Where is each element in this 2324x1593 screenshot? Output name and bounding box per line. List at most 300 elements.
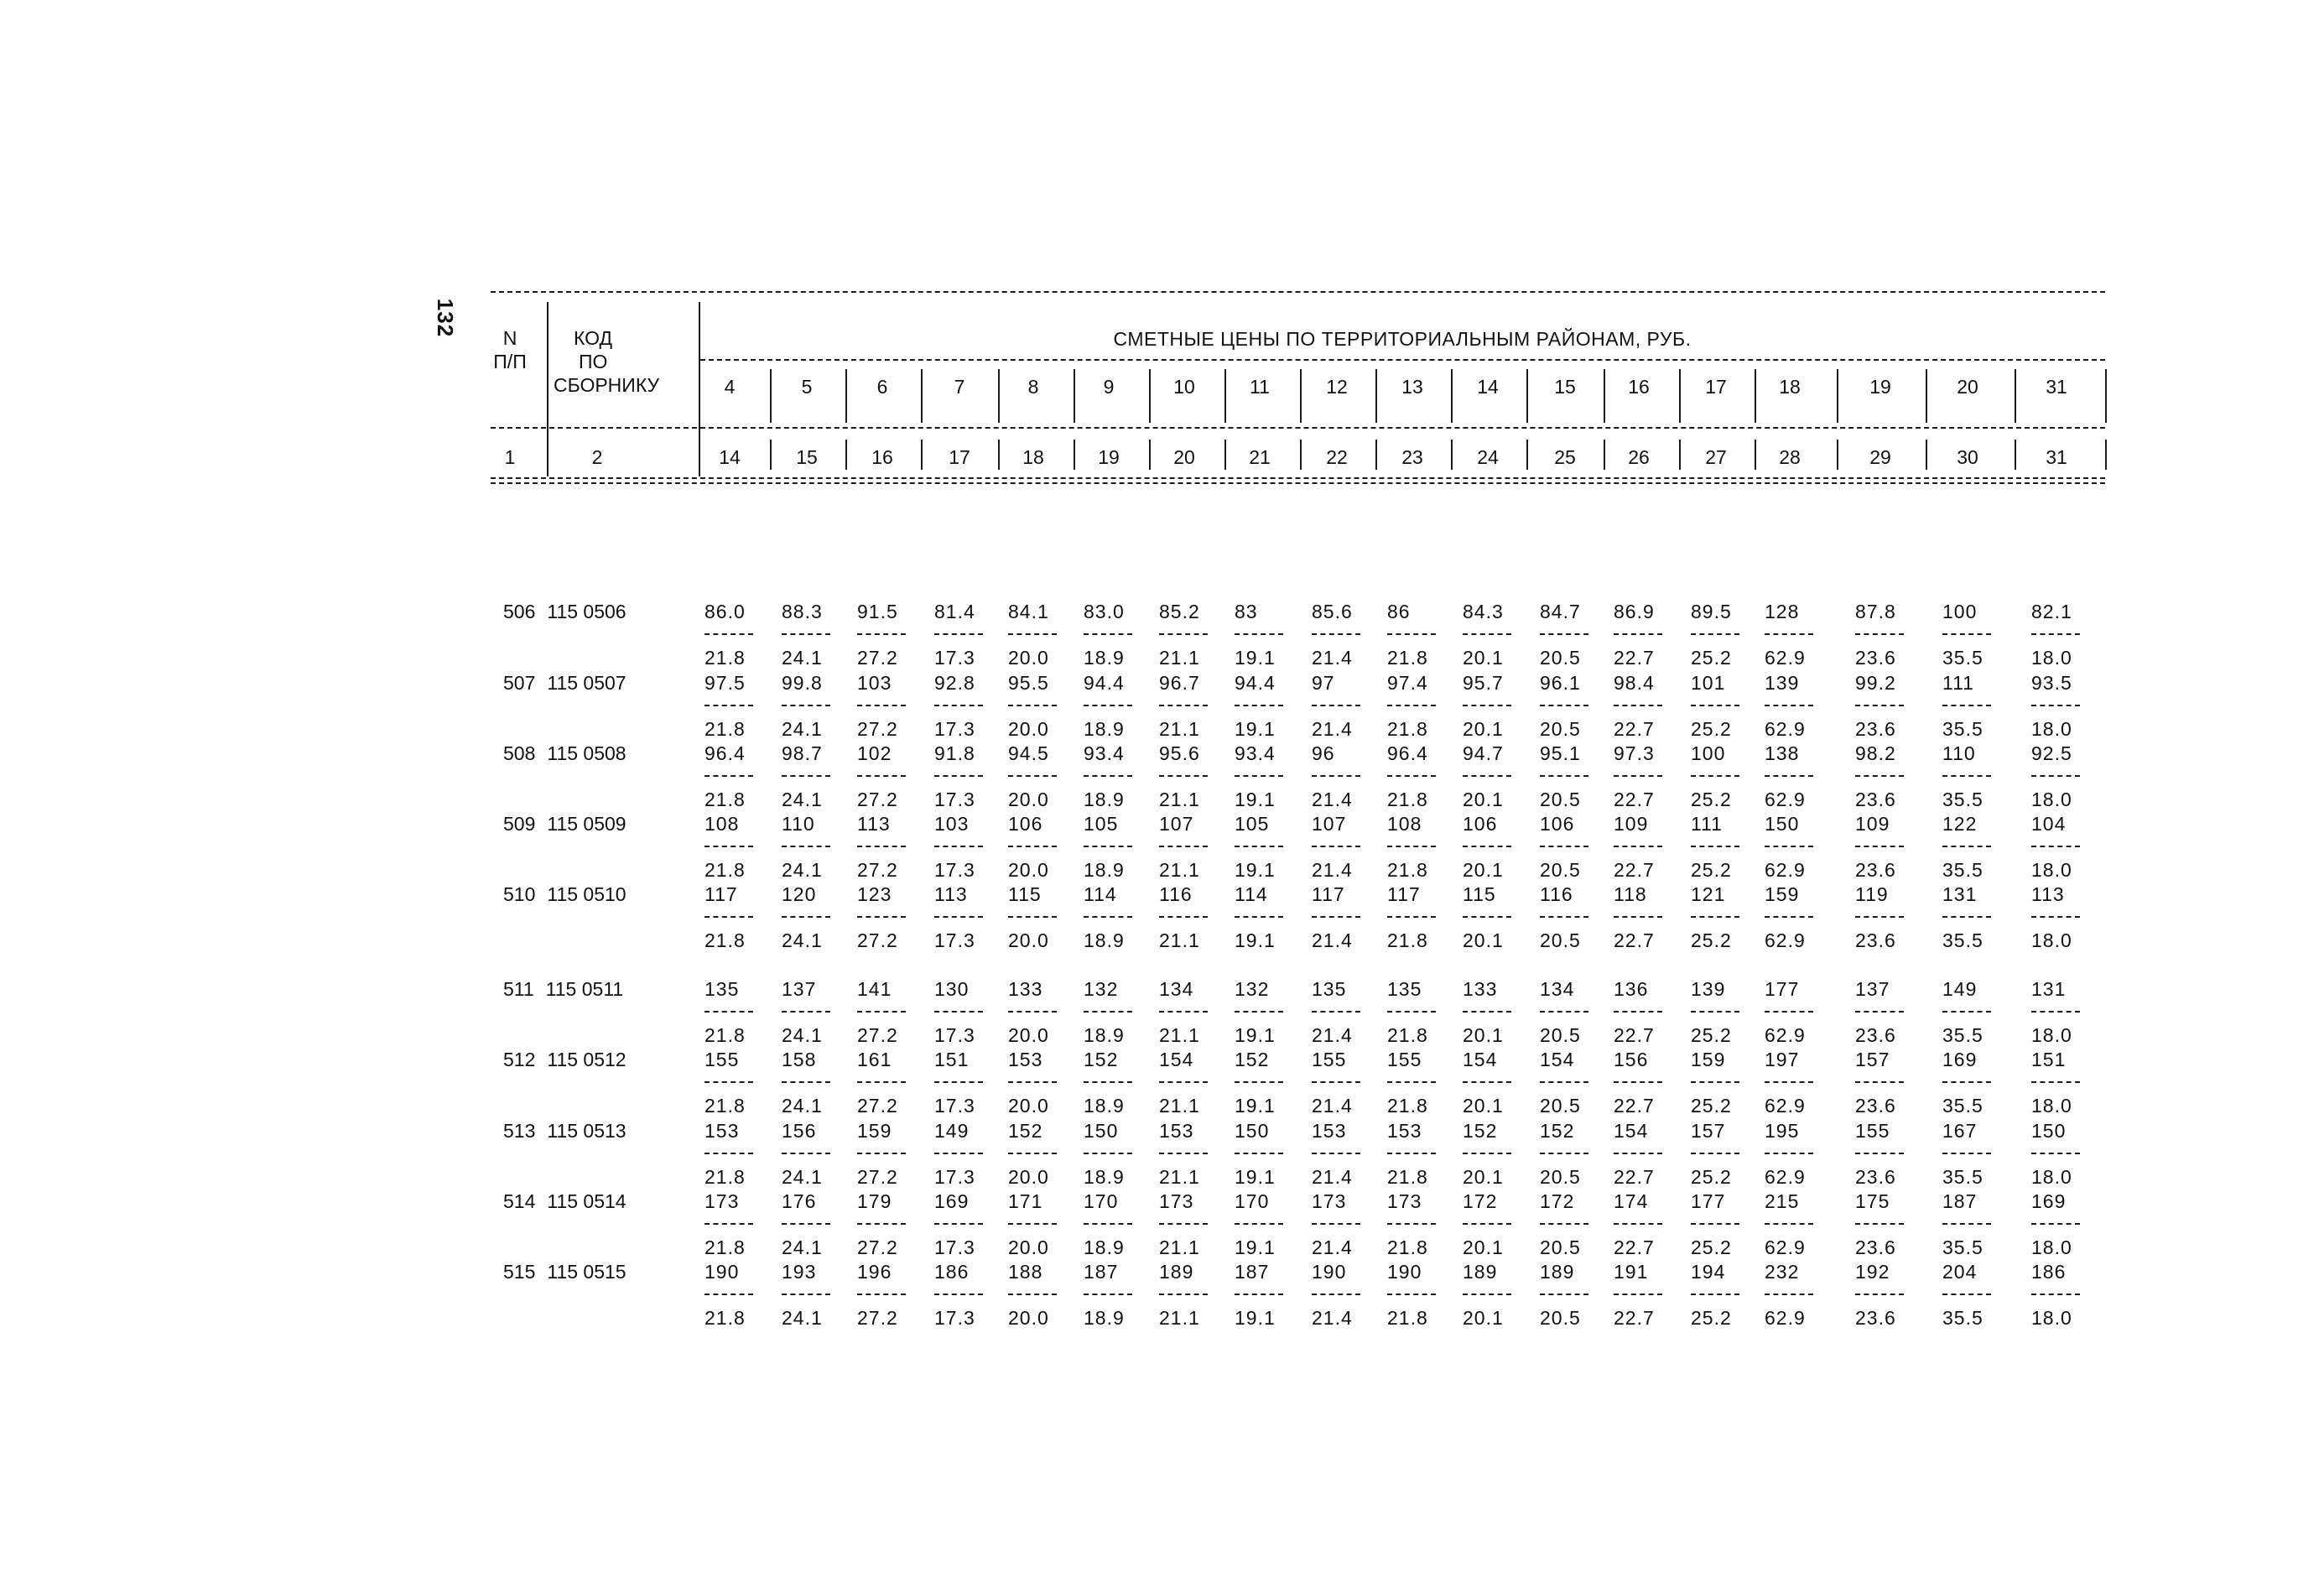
price-value: 174 xyxy=(1614,1190,1649,1212)
wage-value: 62.9 xyxy=(1765,789,1806,810)
price-value: 177 xyxy=(1765,978,1800,1000)
price-value: 100 xyxy=(1942,601,1978,622)
wage-value: 17.3 xyxy=(934,1236,975,1258)
wage-value: 21.8 xyxy=(704,1166,746,1188)
price-value: 152 xyxy=(1463,1120,1498,1142)
wage-value: 24.1 xyxy=(782,1095,823,1117)
price-value: 91.8 xyxy=(934,742,975,764)
header-separator xyxy=(699,302,700,476)
price-value: 155 xyxy=(1312,1049,1347,1070)
fraction-rule xyxy=(1008,633,1057,635)
price-value: 169 xyxy=(1942,1049,1978,1070)
header-bottom-rule-1 xyxy=(491,477,2105,479)
row-number: 514 xyxy=(503,1190,536,1212)
wage-value: 27.2 xyxy=(857,1236,898,1258)
price-value: 189 xyxy=(1540,1261,1575,1283)
price-value: 139 xyxy=(1691,978,1726,1000)
fraction-rule xyxy=(1691,633,1739,635)
price-value: 97.3 xyxy=(1614,742,1655,764)
fraction-rule xyxy=(2031,775,2080,777)
price-value: 173 xyxy=(1312,1190,1347,1212)
wage-value: 21.1 xyxy=(1159,929,1200,951)
price-value: 188 xyxy=(1008,1261,1043,1283)
header-code-3: СБОРНИКУ xyxy=(554,374,660,396)
fraction-rule xyxy=(1691,1011,1739,1013)
fraction-rule xyxy=(1008,1011,1057,1013)
fraction-rule xyxy=(1942,916,1991,918)
fraction-rule xyxy=(1614,775,1662,777)
wage-value: 20.0 xyxy=(1008,1307,1049,1329)
fraction-rule xyxy=(1765,705,1813,706)
price-value: 204 xyxy=(1942,1261,1978,1283)
wage-value: 21.1 xyxy=(1159,1307,1200,1329)
wage-value: 18.0 xyxy=(2031,647,2072,669)
fraction-rule xyxy=(1942,1011,1991,1013)
wage-value: 21.4 xyxy=(1312,718,1353,740)
header-separator xyxy=(1375,401,1377,423)
wage-value: 18.9 xyxy=(1084,718,1125,740)
table-title: СМЕТНЫЕ ЦЕНЫ ПО ТЕРРИТОРИАЛЬНЫМ РАЙОНАМ, РУБ. xyxy=(1113,328,1692,350)
fraction-rule xyxy=(1084,1153,1132,1154)
header-separator xyxy=(1074,440,1075,470)
wage-value: 35.5 xyxy=(1942,647,1983,669)
price-value: 190 xyxy=(1312,1261,1347,1283)
header-separator xyxy=(998,369,1000,403)
wage-value: 20.1 xyxy=(1463,1024,1504,1046)
fraction-rule xyxy=(1942,1153,1991,1154)
fraction-rule xyxy=(1540,633,1588,635)
fraction-rule xyxy=(782,1223,830,1225)
wage-value: 21.8 xyxy=(1387,647,1428,669)
price-value: 83.0 xyxy=(1084,601,1125,622)
fraction-rule xyxy=(857,846,906,847)
wage-value: 18.9 xyxy=(1084,1166,1125,1188)
header-separator xyxy=(2015,401,2016,423)
price-value: 98.2 xyxy=(1855,742,1896,764)
fraction-rule xyxy=(1691,775,1739,777)
price-value: 108 xyxy=(1387,813,1422,835)
price-value: 85.2 xyxy=(1159,601,1200,622)
fraction-rule xyxy=(782,1294,830,1295)
wage-value: 24.1 xyxy=(782,789,823,810)
wage-value: 23.6 xyxy=(1855,647,1896,669)
fraction-rule xyxy=(1765,775,1813,777)
row-number: 515 xyxy=(503,1261,536,1283)
colnum-label: 20 xyxy=(1173,446,1195,468)
row-code: 115 0509 xyxy=(547,813,626,835)
header-separator xyxy=(1375,440,1377,470)
wage-value: 19.1 xyxy=(1235,647,1276,669)
wage-value: 20.5 xyxy=(1540,1095,1581,1117)
header-separator xyxy=(921,369,923,403)
header-bottom-rule-2 xyxy=(491,482,2105,484)
fraction-rule xyxy=(1540,705,1588,706)
header-separator xyxy=(1837,369,1838,403)
price-value: 108 xyxy=(704,813,740,835)
price-value: 173 xyxy=(704,1190,740,1212)
fraction-rule xyxy=(934,1223,983,1225)
price-value: 96.7 xyxy=(1159,672,1200,694)
price-value: 158 xyxy=(782,1049,817,1070)
fraction-rule xyxy=(1387,1223,1436,1225)
wage-value: 27.2 xyxy=(857,1307,898,1329)
header-separator xyxy=(1074,369,1075,403)
wage-value: 23.6 xyxy=(1855,1307,1896,1329)
wage-value: 20.0 xyxy=(1008,1166,1049,1188)
header-separator xyxy=(1926,401,1927,423)
fraction-rule xyxy=(1159,1223,1208,1225)
fraction-rule xyxy=(704,916,753,918)
header-separator xyxy=(921,440,923,470)
wage-value: 18.0 xyxy=(2031,718,2072,740)
fraction-rule xyxy=(1540,1294,1588,1295)
price-value: 171 xyxy=(1008,1190,1043,1212)
header-sub-rule xyxy=(491,427,2105,429)
wage-value: 19.1 xyxy=(1235,718,1276,740)
fraction-rule xyxy=(1387,775,1436,777)
header-separator xyxy=(998,401,1000,423)
price-value: 172 xyxy=(1540,1190,1575,1212)
fraction-rule xyxy=(704,633,753,635)
wage-value: 20.0 xyxy=(1008,1236,1049,1258)
fraction-rule xyxy=(1765,1153,1813,1154)
price-value: 137 xyxy=(1855,978,1890,1000)
price-value: 105 xyxy=(1235,813,1270,835)
header-separator xyxy=(770,401,772,423)
wage-value: 21.1 xyxy=(1159,1236,1200,1258)
price-value: 157 xyxy=(1691,1120,1726,1142)
wage-value: 20.0 xyxy=(1008,929,1049,951)
fraction-rule xyxy=(857,1081,906,1083)
wage-value: 20.1 xyxy=(1463,859,1504,881)
fraction-rule xyxy=(2031,1153,2080,1154)
wage-value: 21.8 xyxy=(704,1024,746,1046)
district-label: 7 xyxy=(954,376,965,398)
wage-value: 20.0 xyxy=(1008,1095,1049,1117)
row-code: 115 0506 xyxy=(547,601,626,622)
price-value: 170 xyxy=(1084,1190,1119,1212)
wage-value: 21.8 xyxy=(704,647,746,669)
price-value: 150 xyxy=(1765,813,1800,835)
fraction-rule xyxy=(2031,705,2080,706)
fraction-rule xyxy=(782,1011,830,1013)
fraction-rule xyxy=(1235,846,1283,847)
row-label xyxy=(503,674,626,693)
fraction-rule xyxy=(1855,1153,1904,1154)
wage-value: 21.4 xyxy=(1312,1166,1353,1188)
price-value: 135 xyxy=(1387,978,1422,1000)
wage-value: 21.4 xyxy=(1312,1236,1353,1258)
header-separator xyxy=(1526,440,1528,470)
fraction-rule xyxy=(1235,1223,1283,1225)
wage-value: 20.1 xyxy=(1463,1307,1504,1329)
fraction-rule xyxy=(1312,846,1360,847)
fraction-rule xyxy=(1084,705,1132,706)
price-value: 134 xyxy=(1540,978,1575,1000)
wage-value: 27.2 xyxy=(857,1095,898,1117)
price-value: 132 xyxy=(1084,978,1119,1000)
fraction-rule xyxy=(857,1294,906,1295)
price-value: 96.4 xyxy=(1387,742,1428,764)
district-label: 18 xyxy=(1779,376,1801,398)
wage-value: 20.0 xyxy=(1008,718,1049,740)
fraction-rule xyxy=(1387,1153,1436,1154)
fraction-rule xyxy=(704,1011,753,1013)
district-label: 31 xyxy=(2046,376,2067,398)
header-separator xyxy=(1300,401,1302,423)
wage-value: 18.0 xyxy=(2031,1024,2072,1046)
fraction-rule xyxy=(934,775,983,777)
price-value: 190 xyxy=(1387,1261,1422,1283)
fraction-rule xyxy=(1008,1294,1057,1295)
fraction-rule xyxy=(782,633,830,635)
price-value: 154 xyxy=(1614,1120,1649,1142)
price-value: 93.4 xyxy=(1084,742,1125,764)
row-number: 507 xyxy=(503,672,536,694)
district-label: 11 xyxy=(1250,376,1270,398)
fraction-rule xyxy=(1540,846,1588,847)
wage-value: 35.5 xyxy=(1942,929,1983,951)
colnum-label: 28 xyxy=(1779,446,1801,468)
wage-value: 21.8 xyxy=(1387,1307,1428,1329)
fraction-rule xyxy=(1463,916,1511,918)
fraction-rule xyxy=(1312,1081,1360,1083)
wage-value: 22.7 xyxy=(1614,929,1655,951)
fraction-rule xyxy=(1159,1294,1208,1295)
price-value: 186 xyxy=(2031,1261,2067,1283)
wage-value: 21.8 xyxy=(1387,1236,1428,1258)
fraction-rule xyxy=(1691,705,1739,706)
fraction-rule xyxy=(1235,633,1283,635)
fraction-rule xyxy=(1855,916,1904,918)
header-colnum-2: 2 xyxy=(591,446,603,468)
wage-value: 24.1 xyxy=(782,718,823,740)
colnum-label: 23 xyxy=(1401,446,1423,468)
wage-value: 18.9 xyxy=(1084,1024,1125,1046)
wage-value: 23.6 xyxy=(1855,929,1896,951)
fraction-rule xyxy=(857,1223,906,1225)
price-value: 92.5 xyxy=(2031,742,2072,764)
fraction-rule xyxy=(1855,775,1904,777)
price-value: 101 xyxy=(1691,672,1726,694)
fraction-rule xyxy=(1765,916,1813,918)
header-separator xyxy=(1837,440,1838,470)
wage-value: 21.8 xyxy=(704,1307,746,1329)
district-label: 6 xyxy=(876,376,888,398)
wage-value: 18.9 xyxy=(1084,859,1125,881)
price-value: 128 xyxy=(1765,601,1800,622)
wage-value: 20.1 xyxy=(1463,1236,1504,1258)
fraction-rule xyxy=(1008,846,1057,847)
fraction-rule xyxy=(1463,846,1511,847)
price-value: 95.1 xyxy=(1540,742,1581,764)
wage-value: 23.6 xyxy=(1855,1236,1896,1258)
wage-value: 35.5 xyxy=(1942,718,1983,740)
price-value: 169 xyxy=(2031,1190,2067,1212)
price-value: 176 xyxy=(782,1190,817,1212)
price-value: 102 xyxy=(857,742,892,764)
price-value: 153 xyxy=(1008,1049,1043,1070)
header-separator xyxy=(1300,369,1302,403)
wage-value: 20.0 xyxy=(1008,647,1049,669)
fraction-rule xyxy=(934,705,983,706)
fraction-rule xyxy=(1387,916,1436,918)
fraction-rule xyxy=(1614,1153,1662,1154)
price-value: 135 xyxy=(704,978,740,1000)
wage-value: 17.3 xyxy=(934,718,975,740)
fraction-rule xyxy=(1540,775,1588,777)
price-value: 117 xyxy=(704,883,738,905)
wage-value: 21.8 xyxy=(1387,929,1428,951)
header-separator xyxy=(1451,401,1453,423)
price-value: 122 xyxy=(1942,813,1978,835)
wage-value: 21.4 xyxy=(1312,1307,1353,1329)
wage-value: 19.1 xyxy=(1235,1236,1276,1258)
price-value: 131 xyxy=(2031,978,2067,1000)
colnum-label: 24 xyxy=(1477,446,1499,468)
price-value: 132 xyxy=(1235,978,1270,1000)
fraction-rule xyxy=(1463,1081,1511,1083)
fraction-rule xyxy=(1159,1081,1208,1083)
district-label: 20 xyxy=(1957,376,1978,398)
colnum-label: 15 xyxy=(796,446,818,468)
fraction-rule xyxy=(1691,1294,1739,1295)
header-separator xyxy=(1604,401,1605,423)
price-value: 82.1 xyxy=(2031,601,2072,622)
wage-value: 21.8 xyxy=(1387,1166,1428,1188)
wage-value: 19.1 xyxy=(1235,1166,1276,1188)
wage-value: 21.8 xyxy=(704,718,746,740)
wage-value: 62.9 xyxy=(1765,859,1806,881)
wage-value: 18.9 xyxy=(1084,647,1125,669)
header-separator xyxy=(845,401,847,423)
fraction-rule xyxy=(1235,1294,1283,1295)
colnum-label: 30 xyxy=(1957,446,1978,468)
fraction-rule xyxy=(1312,705,1360,706)
wage-value: 25.2 xyxy=(1691,789,1732,810)
price-value: 86.9 xyxy=(1614,601,1655,622)
fraction-rule xyxy=(1084,1081,1132,1083)
price-value: 138 xyxy=(1765,742,1800,764)
price-value: 107 xyxy=(1159,813,1194,835)
price-value: 189 xyxy=(1159,1261,1194,1283)
wage-value: 23.6 xyxy=(1855,718,1896,740)
header-code-2: ПО xyxy=(579,351,608,372)
fraction-rule xyxy=(1765,1294,1813,1295)
wage-value: 20.0 xyxy=(1008,859,1049,881)
wage-value: 21.8 xyxy=(704,929,746,951)
header-separator xyxy=(1224,369,1226,403)
fraction-rule xyxy=(1942,1223,1991,1225)
header-separator xyxy=(1074,401,1075,423)
price-value: 107 xyxy=(1312,813,1347,835)
fraction-rule xyxy=(1312,916,1360,918)
row-code: 115 0513 xyxy=(547,1120,626,1142)
row-label xyxy=(503,744,626,763)
fraction-rule xyxy=(1312,633,1360,635)
fraction-rule xyxy=(1942,846,1991,847)
fraction-rule xyxy=(782,705,830,706)
wage-value: 24.1 xyxy=(782,929,823,951)
fraction-rule xyxy=(1084,1223,1132,1225)
wage-value: 62.9 xyxy=(1765,929,1806,951)
price-value: 159 xyxy=(1691,1049,1726,1070)
wage-value: 35.5 xyxy=(1942,859,1983,881)
fraction-rule xyxy=(1235,916,1283,918)
wage-value: 21.8 xyxy=(1387,1024,1428,1046)
price-value: 118 xyxy=(1614,883,1647,905)
fraction-rule xyxy=(1387,633,1436,635)
fraction-rule xyxy=(782,846,830,847)
row-number: 509 xyxy=(503,813,536,835)
price-value: 151 xyxy=(2031,1049,2067,1070)
header-separator xyxy=(1224,401,1226,423)
wage-value: 17.3 xyxy=(934,929,975,951)
fraction-rule xyxy=(1008,705,1057,706)
row-label xyxy=(503,1192,626,1211)
wage-value: 19.1 xyxy=(1235,859,1276,881)
fraction-rule xyxy=(934,1153,983,1154)
fraction-rule xyxy=(704,1294,753,1295)
fraction-rule xyxy=(1235,1011,1283,1013)
wage-value: 21.1 xyxy=(1159,1166,1200,1188)
price-value: 84.1 xyxy=(1008,601,1049,622)
price-value: 139 xyxy=(1765,672,1800,694)
wage-value: 25.2 xyxy=(1691,929,1732,951)
price-value: 190 xyxy=(704,1261,740,1283)
wage-value: 24.1 xyxy=(782,1307,823,1329)
header-pp: П/П xyxy=(493,351,527,372)
price-value: 89.5 xyxy=(1691,601,1732,622)
district-label: 13 xyxy=(1401,376,1423,398)
wage-value: 20.5 xyxy=(1540,1236,1581,1258)
header-separator xyxy=(1149,369,1151,403)
fraction-rule xyxy=(1008,775,1057,777)
wage-value: 25.2 xyxy=(1691,718,1732,740)
price-value: 154 xyxy=(1540,1049,1575,1070)
price-value: 111 xyxy=(1691,813,1723,835)
fraction-rule xyxy=(704,846,753,847)
wage-value: 27.2 xyxy=(857,859,898,881)
fraction-rule xyxy=(1235,775,1283,777)
wage-value: 20.5 xyxy=(1540,1166,1581,1188)
wage-value: 23.6 xyxy=(1855,1166,1896,1188)
wage-value: 19.1 xyxy=(1235,929,1276,951)
wage-value: 22.7 xyxy=(1614,1236,1655,1258)
price-value: 175 xyxy=(1855,1190,1890,1212)
fraction-rule xyxy=(704,775,753,777)
wage-value: 20.1 xyxy=(1463,647,1504,669)
price-value: 187 xyxy=(1942,1190,1978,1212)
row-label xyxy=(503,980,623,999)
wage-value: 27.2 xyxy=(857,718,898,740)
colnum-label: 29 xyxy=(1869,446,1891,468)
price-value: 110 xyxy=(1942,742,1976,764)
header-separator xyxy=(1837,401,1838,423)
wage-value: 21.1 xyxy=(1159,789,1200,810)
fraction-rule xyxy=(1084,775,1132,777)
price-value: 94.4 xyxy=(1235,672,1276,694)
price-value: 91.5 xyxy=(857,601,898,622)
wage-value: 20.5 xyxy=(1540,647,1581,669)
fraction-rule xyxy=(1765,633,1813,635)
price-value: 134 xyxy=(1159,978,1194,1000)
wage-value: 21.8 xyxy=(1387,789,1428,810)
fraction-rule xyxy=(857,1011,906,1013)
wage-value: 25.2 xyxy=(1691,859,1732,881)
price-value: 105 xyxy=(1084,813,1119,835)
wage-value: 62.9 xyxy=(1765,1236,1806,1258)
